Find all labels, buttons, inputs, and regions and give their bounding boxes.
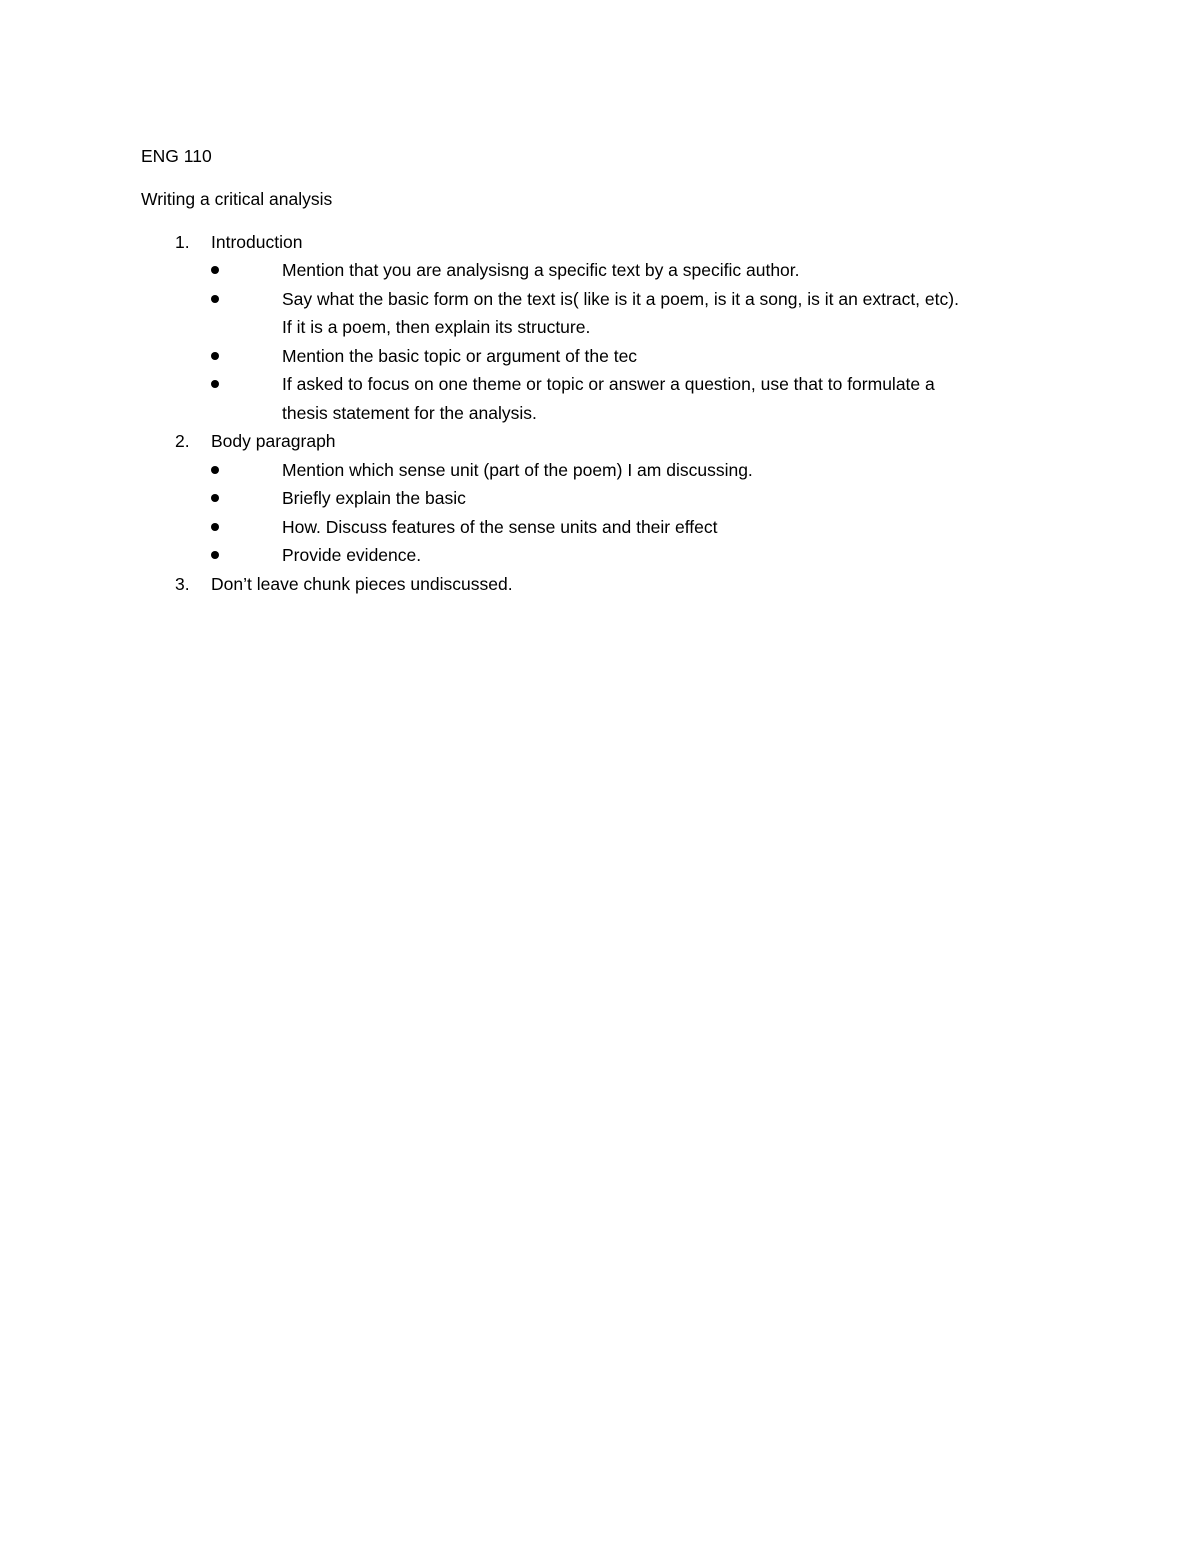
bullet-icon	[211, 352, 219, 360]
section-heading: Body paragraph	[211, 431, 336, 451]
bullet-item	[211, 342, 1061, 371]
bullet-item	[211, 285, 1061, 342]
outline-item-undiscussed	[141, 570, 1061, 599]
outline-item-body-paragraph	[141, 427, 1061, 570]
bullet-text: Say what the basic form on the text is( like is it a poem, is it a song, is it an extract, etc).	[282, 288, 959, 309]
bullet-icon	[211, 295, 219, 303]
bullet-item	[211, 456, 1061, 485]
bullet-text: How. Discuss features of the sense units and their effect	[282, 516, 718, 537]
bullet-text: Provide evidence.	[282, 545, 422, 565]
outline-list	[141, 228, 1061, 599]
section-heading: Don’t leave chunk pieces undiscussed.	[211, 573, 513, 594]
bullet-item	[211, 513, 1061, 542]
bullet-text-continued: thesis statement for the analysis.	[282, 402, 537, 423]
bullet-icon	[211, 380, 219, 388]
bullet-icon	[211, 494, 219, 502]
outline-item-introduction	[141, 228, 1061, 428]
bullet-icon	[211, 466, 219, 474]
bullet-item	[211, 370, 1061, 427]
bullet-text: Mention that you are analysisng a specific text by a specific author.	[282, 260, 800, 280]
document-title: Writing a critical analysis	[141, 189, 333, 209]
course-code: ENG 110	[141, 146, 212, 166]
bullet-text: If asked to focus on one theme or topic or answer a question, use that to formulate a	[282, 374, 935, 394]
bullet-item	[211, 541, 1061, 570]
bullet-text: Briefly explain the basic	[282, 488, 466, 508]
bullet-icon	[211, 523, 219, 531]
bullet-list	[211, 456, 1061, 570]
list-number: 2.	[175, 431, 190, 451]
bullet-text: Mention which sense unit (part of the poem) I am discussing.	[282, 459, 753, 480]
bullet-icon	[211, 551, 219, 559]
bullet-item	[211, 256, 1061, 285]
document-body	[141, 142, 1061, 598]
list-number: 1.	[175, 231, 190, 252]
bullet-text: Mention the basic topic or argument of the tec	[282, 345, 638, 366]
section-heading: Introduction	[211, 231, 303, 252]
list-number: 3.	[175, 573, 190, 594]
bullet-text-continued: If it is a poem, then explain its structure.	[282, 317, 591, 337]
bullet-list	[211, 256, 1061, 427]
bullet-item	[211, 484, 1061, 513]
bullet-icon	[211, 266, 219, 274]
